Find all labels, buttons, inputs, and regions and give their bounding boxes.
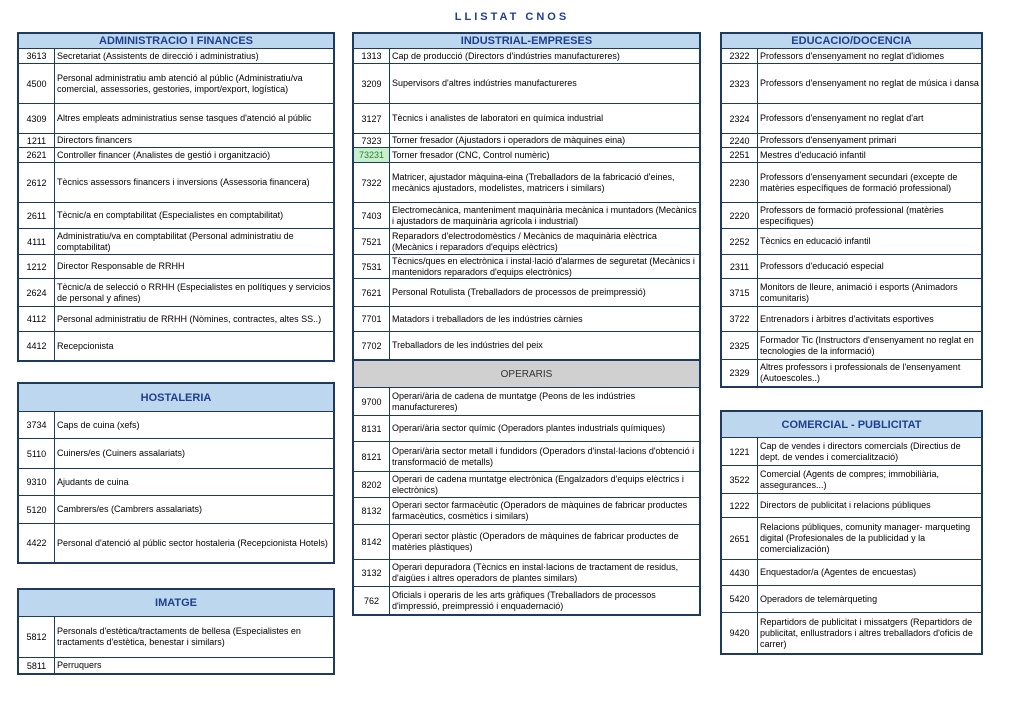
cno-code: 2621 — [19, 148, 55, 162]
page-title: LLISTAT CNOS — [454, 11, 570, 23]
occupation-description: Director Responsable de RRHH — [57, 261, 185, 271]
table-row — [354, 255, 699, 279]
cno-code: 4309 — [19, 104, 55, 133]
cno-code: 7403 — [354, 203, 390, 228]
occupation-description: Professors d'ensenyament secundari (excepte de matèries específiques de formació professional) — [760, 171, 958, 193]
occupation-description: Operadors de telemàrqueting — [760, 593, 878, 604]
occupation-description: Professors d'educació especial — [760, 261, 884, 271]
cno-code: 4430 — [722, 560, 758, 585]
cno-code: 2612 — [19, 163, 55, 202]
occupation-description: Tècnics en educació infantil — [760, 236, 871, 246]
cno-code: 8132 — [354, 498, 390, 524]
table-row — [19, 332, 333, 360]
cno-code: 3722 — [722, 307, 758, 331]
section-comercial — [720, 410, 983, 655]
cno-code: 9700 — [354, 388, 390, 415]
table-row — [19, 617, 333, 658]
occupation-description: Matricer, ajustador màquina-eina (Treballadors de la fabricació d'eines, mecànics ajustadors, modelistes, matricers i similars) — [392, 171, 675, 193]
cno-code: 2651 — [722, 518, 758, 559]
table-row — [722, 163, 981, 203]
cno-code: 2611 — [19, 203, 55, 228]
table-row — [19, 148, 333, 163]
occupation-description: Monitors de lleure, animació i esports (Animadors comunitaris) — [760, 281, 958, 303]
cno-code: 7621 — [354, 279, 390, 306]
cno-code: 8202 — [354, 472, 390, 497]
cno-code: 3715 — [722, 279, 758, 306]
table-row — [354, 525, 699, 560]
table-row — [354, 229, 699, 255]
cno-code: 7701 — [354, 307, 390, 331]
table-row — [19, 469, 333, 496]
table-row — [722, 104, 981, 134]
section-header: INDUSTRIAL-EMPRESES — [354, 34, 699, 49]
table-row — [19, 524, 333, 562]
cno-code: 2325 — [722, 332, 758, 359]
section-header: IMATGE — [19, 590, 333, 617]
cno-code: 2230 — [722, 163, 758, 202]
occupation-description: Torner fresador (CNC, Control numèric) — [392, 149, 550, 160]
table-row — [722, 279, 981, 307]
occupation-description: Treballadors de les indústries del peix — [392, 340, 543, 350]
cno-code: 1222 — [722, 494, 758, 517]
table-row — [19, 255, 333, 279]
cno-code: 8121 — [354, 442, 390, 471]
occupation-description: Recepcionista — [57, 340, 114, 351]
cno-code: 2329 — [722, 360, 758, 386]
table-row — [354, 134, 699, 148]
cno-code: 1212 — [19, 255, 55, 278]
cno-code: 4412 — [19, 332, 55, 360]
cno-code: 4422 — [19, 524, 55, 562]
occupation-description: Tècnic/a de selecció o RRHH (Especialistes en polítiques y servicios de personal y afines) — [57, 281, 331, 303]
occupation-description: Comercial (Agents de compres; immobiliària, assegurances...) — [760, 468, 940, 490]
table-row — [19, 412, 333, 439]
cno-code: 9420 — [722, 613, 758, 653]
occupation-description: Personal administratiu de RRHH (Nòmines, contractes, altes SS..) — [57, 313, 322, 324]
cno-code: 3127 — [354, 104, 390, 133]
table-row — [19, 64, 333, 104]
occupation-description: Repartidors de publicitat i missatgers (Repartidors de publicitat, enllustradors i altres treballadors d'oficis de carrer) — [760, 616, 973, 649]
occupation-description: Operari de cadena muntatge electrònica (Engalzadors d'equips elèctrics i electrònics) — [392, 473, 684, 495]
occupation-description: Professors d'ensenyament no reglat d'art — [760, 113, 924, 123]
cno-code: 1221 — [722, 438, 758, 465]
occupation-description: Operari sector farmacèutic (Operadors de màquines de fabricar productes farmacèutics, cosmètics i similars) — [392, 500, 688, 521]
occupation-description: Directors financers — [57, 135, 133, 145]
table-row — [722, 360, 981, 386]
occupation-description: Cuiners/es (Cuiners assalariats) — [57, 448, 186, 458]
occupation-description: Oficials i operaris de les arts gràfiques (Treballadors de processos d'impressió, preimpressió i enquadernació) — [392, 589, 656, 611]
cno-code: 2324 — [722, 104, 758, 133]
occupation-description: Directors de publicitat i relacions públiques — [760, 500, 931, 510]
cno-code: 2252 — [722, 229, 758, 254]
occupation-description: Formador Tic (Instructors d'ensenyament no reglat en tecnologies de la informació) — [760, 334, 974, 356]
table-row — [354, 416, 699, 442]
table-row — [354, 64, 699, 104]
occupation-description: Torner fresador (Ajustadors i operadors de màquines eina) — [392, 135, 626, 145]
cno-code: 8131 — [354, 416, 390, 441]
table-row — [354, 442, 699, 472]
cno-code: 1211 — [19, 134, 55, 147]
occupation-description: Professors d'ensenyament primari — [760, 135, 897, 145]
occupation-description: Altres professors i professionals de l'ensenyament (Autoescoles..) — [760, 362, 961, 383]
occupation-description: Tècnic/a en comptabilitat (Especialistes en comptabilitat) — [57, 210, 284, 220]
occupation-description: Tècnics assessors financers i inversions (Assessoria financera) — [57, 177, 310, 187]
occupation-description: Professors d'ensenyament no reglat d'idiomes — [760, 50, 945, 61]
cno-code: 7531 — [354, 255, 390, 278]
table-row — [354, 332, 699, 360]
occupation-description: Secretariat (Assistents de direcció i administratius) — [57, 50, 259, 61]
occupation-description: Personal administratiu amb atenció al públic (Administratiu/va comercial, assessories, gestories, import/export, logística) — [57, 72, 303, 94]
occupation-description: Matadors i treballadors de les indústries càrnies — [392, 313, 583, 324]
table-row — [722, 203, 981, 229]
cno-code: 7702 — [354, 332, 390, 359]
cno-code: 3209 — [354, 64, 390, 103]
cno-code: 7521 — [354, 229, 390, 254]
table-row — [19, 134, 333, 148]
cno-code: 5420 — [722, 586, 758, 612]
occupation-description: Personal Rotulista (Treballadors de processos de preimpressió) — [392, 287, 646, 297]
occupation-description: Supervisors d'altres indústries manufactureres — [392, 78, 577, 88]
cno-code: 9310 — [19, 469, 55, 495]
table-row — [722, 64, 981, 104]
cno-code: 762 — [354, 587, 390, 614]
table-row — [354, 49, 699, 64]
occupation-description: Operari/ària sector metall i fundidors (Operadors d'instal·lacions d'obtenció i transformació de metalls) — [392, 445, 695, 467]
table-row — [722, 494, 981, 518]
cno-code: 2240 — [722, 134, 758, 147]
cno-code: 2311 — [722, 255, 758, 278]
table-row — [354, 587, 699, 614]
table-row — [722, 438, 981, 466]
occupation-description: Professors de formació professional (matèries específiques) — [760, 204, 944, 226]
cno-code: 3132 — [354, 560, 390, 586]
occupation-description: Administratiu/va en comptabilitat (Personal administratiu de comptabilitat) — [57, 230, 294, 252]
table-row — [354, 388, 699, 416]
table-row — [19, 49, 333, 64]
occupation-description: Electromecànica, manteniment maquinària mecànica i muntadors (Mecànics i ajustadors de maquinària agrícola i industrial) — [392, 204, 697, 226]
occupation-description: Operari/ària sector químic (Operadors plantes industrials químiques) — [392, 423, 666, 433]
cno-code: 2220 — [722, 203, 758, 228]
table-row — [722, 560, 981, 586]
cno-code: 73231 — [354, 148, 390, 162]
table-row — [722, 255, 981, 279]
occupation-description: Enquestador/a (Agentes de encuestas) — [760, 567, 917, 577]
cno-code: 3734 — [19, 412, 55, 438]
occupation-description: Entrenadors i àrbitres d'activitats esportives — [760, 313, 934, 324]
table-row — [354, 279, 699, 307]
table-row — [19, 279, 333, 307]
table-row — [19, 163, 333, 203]
occupation-description: Personal d'atenció al públic sector hostaleria (Recepcionista Hotels) — [57, 537, 328, 548]
table-row — [722, 49, 981, 64]
cno-code: 5120 — [19, 496, 55, 523]
section-industrial — [352, 32, 701, 616]
section-header: HOSTALERIA — [19, 384, 333, 412]
occupation-description: Professors d'ensenyament no reglat de música i dansa — [760, 78, 979, 88]
cno-code: 2322 — [722, 49, 758, 63]
section-educacio — [720, 32, 983, 388]
section-header: ADMINISTRACIO I FINANCES — [19, 34, 333, 49]
cno-code: 4112 — [19, 307, 55, 331]
table-row — [354, 203, 699, 229]
table-row — [19, 439, 333, 469]
occupation-description: Perruquers — [57, 660, 102, 670]
table-row — [722, 148, 981, 163]
occupation-description: Tècnics i analistes de laboratori en química industrial — [392, 113, 604, 123]
occupation-description: Mestres d'educació infantil — [760, 149, 866, 160]
table-row — [354, 104, 699, 134]
cno-code: 7322 — [354, 163, 390, 202]
occupation-description: Cap de producció (Directors d'indústries manufactureres) — [392, 50, 620, 61]
table-row — [354, 472, 699, 498]
cno-code: 3522 — [722, 466, 758, 493]
occupation-description: Personals d'estètica/tractaments de bellesa (Especialistes en tractaments d'estètica, benestar i similars) — [57, 626, 301, 647]
occupation-description: Cambrers/es (Cambrers assalariats) — [57, 504, 203, 514]
table-row — [19, 229, 333, 255]
section-hostaleria — [17, 382, 335, 564]
occupation-description: Operari/ària de cadena de muntatge (Peons de les indústries manufactureres) — [392, 390, 636, 412]
table-row — [354, 163, 699, 203]
table-row — [722, 613, 981, 653]
table-row — [354, 560, 699, 587]
cno-code: 1313 — [354, 49, 390, 63]
section-imatge — [17, 588, 335, 675]
cno-code: 5811 — [19, 658, 55, 673]
section-admin — [17, 32, 335, 362]
cno-code: 4111 — [19, 229, 55, 254]
occupation-description: Ajudants de cuina — [57, 476, 129, 487]
cno-code: 3613 — [19, 49, 55, 63]
occupation-description: Tècnics/ques en electrònica i instal·lació d'alarmes de seguretat (Mecànics i mantenidors reparadors d'equips electrònics) — [392, 255, 695, 277]
cno-code: 5812 — [19, 617, 55, 657]
occupation-description: Caps de cuina (xefs) — [57, 419, 140, 430]
cno-code: 2251 — [722, 148, 758, 162]
table-row — [354, 148, 699, 163]
cno-code: 2624 — [19, 279, 55, 306]
table-row — [722, 586, 981, 613]
occupation-description: Relacions públiques, comunity manager- marqueting digital (Profesionales de la publicidad y la comercialización) — [760, 522, 971, 554]
table-row — [722, 518, 981, 560]
table-row — [19, 658, 333, 673]
occupation-description: Reparadors d'electrodomèstics / Mecànics de maquinària elèctrica (Mecànics i reparadors d'equips elèctrics) — [392, 230, 657, 252]
table-row — [19, 496, 333, 524]
table-row — [722, 134, 981, 148]
cno-code: 5110 — [19, 439, 55, 468]
occupation-description: Operari depuradora (Tècnics en instal·lacions de tractament de residus, d'aigües i altres operadors de plantes similars) — [392, 562, 679, 583]
occupation-description: Altres empleats administratius sense tasques d'atenció al públic — [57, 113, 312, 123]
table-row — [354, 498, 699, 525]
table-row — [19, 104, 333, 134]
table-row — [722, 332, 981, 360]
table-row — [19, 203, 333, 229]
table-row — [722, 229, 981, 255]
occupation-description: Controller financer (Analistes de gestió i organització) — [57, 149, 271, 160]
table-row — [722, 307, 981, 332]
subsection-header: OPERARIS — [354, 360, 699, 388]
occupation-description: Operari sector plàstic (Operadors de màquines de fabricar productes de matèries plàstiques) — [392, 531, 679, 552]
section-header: COMERCIAL - PUBLICITAT — [722, 412, 981, 438]
table-row — [722, 466, 981, 494]
table-row — [19, 307, 333, 332]
cno-code: 2323 — [722, 64, 758, 103]
occupation-description: Cap de vendes i directors comercials (Directius de dept. de vendes i comercialització) — [760, 440, 961, 462]
section-header: EDUCACIO/DOCENCIA — [722, 34, 981, 49]
table-row — [354, 307, 699, 332]
cno-code: 7323 — [354, 134, 390, 147]
cno-code: 8142 — [354, 525, 390, 559]
cno-code: 4500 — [19, 64, 55, 103]
